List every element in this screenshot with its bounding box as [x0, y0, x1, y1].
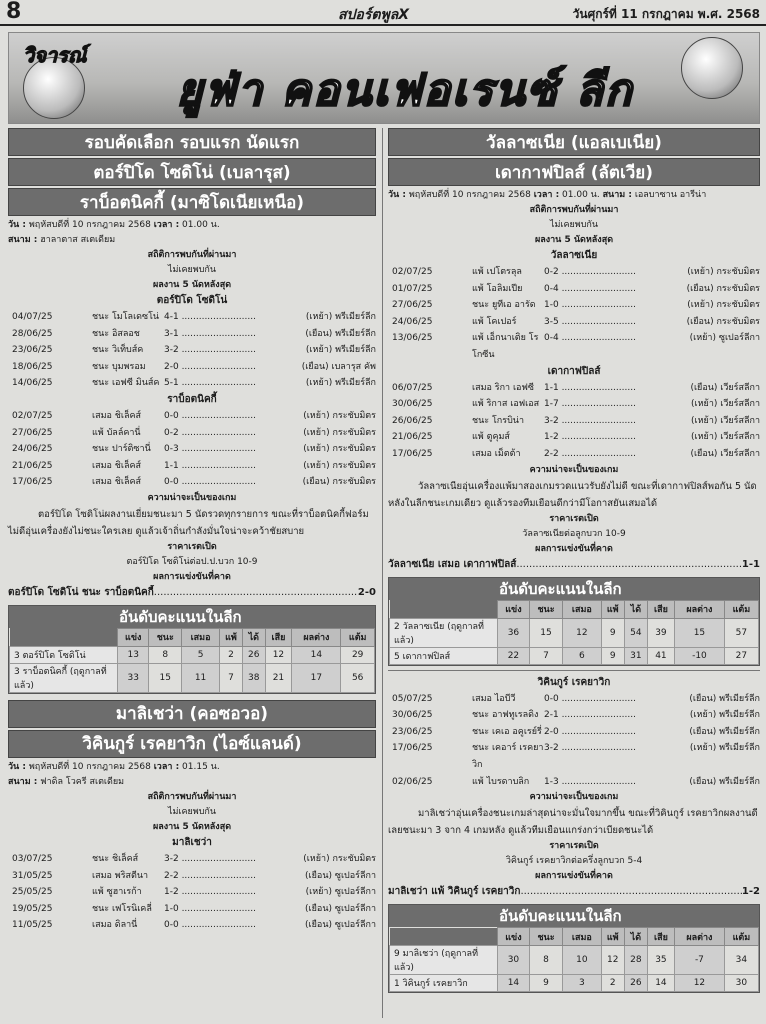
result-venue-competition: (เหย้า) ซูเปอร์ลีกา [305, 887, 376, 898]
result-score: 2-0 ..... [164, 359, 256, 376]
standings-cell: 10 [563, 946, 601, 975]
standings-cell: 12 [563, 618, 601, 647]
standings-row [390, 647, 759, 664]
result-date: 28/06/25 [12, 328, 53, 339]
standings-cell: 41 [647, 647, 674, 664]
standings-cell: 5 [182, 646, 220, 663]
standings-cell: 8 [529, 946, 562, 975]
result-opponent: แพ้ ซูฮาเรก้า [92, 887, 142, 898]
result-opponent: ชนะ วิเท็บส์ค [92, 345, 144, 356]
result-venue-competition: (เหย้า) พรีเมียร์ลีก [305, 345, 376, 356]
standings-cell: 56 [341, 663, 375, 692]
result-venue-competition: (เยือน) เบลารุส คัพ [301, 361, 376, 372]
standings-title: อันดับคะแนนในลีก [9, 606, 375, 628]
away-team-heading: ราบ็อตนิคกี้ (มาซิโดเนียเหนือ) [8, 188, 376, 216]
result-opponent: เสมอ ชิเล็คส์ [92, 410, 141, 421]
result-opponent: เสมอ พริสตีนา [92, 870, 149, 881]
result-date: 23/06/25 [12, 345, 53, 356]
result-score: 3-2 ..... [164, 851, 256, 868]
standings-col-header: แพ้ [219, 628, 242, 646]
away-form-list [388, 691, 760, 791]
standings-cell: -7 [675, 946, 725, 975]
result-score: 0-2 ..... [544, 264, 636, 281]
h2h-title: สถิติการพบกันที่ผ่านมา [147, 250, 237, 260]
result-score: 1-2 ..... [164, 884, 256, 901]
standings-row [390, 946, 759, 975]
standings-cell: 17 [292, 663, 341, 692]
standings-box [8, 605, 376, 694]
result-date: 17/06/25 [392, 743, 433, 754]
standings-col-header: เสมอ [182, 628, 220, 646]
result-date: 30/06/25 [392, 710, 433, 721]
result-score: 2-1 ..... [544, 707, 636, 724]
standings-row [390, 618, 759, 647]
standings-table [389, 927, 759, 992]
match-info: วัน : พฤหัสบดีที่ 10 กรกฎาคม 2568 เวลา : 01.00 น. สนาม : ฮาลาตาส สเตเดียม [8, 220, 220, 245]
result-score: 3-5 ..... [544, 314, 636, 331]
analysis-text: วัลลาซเนียอุ่นเครื่องแพ้มาสองเกมรวดแนวรับยังไม่ดี ขณะที่เดากาฟปิลส์พอกัน 5 นัดหลังในลีกชนะเกมเดียว ดูแล้วรองทีมเยือนดีกว่ามีโอกาสยันเสมอได้ [388, 480, 757, 509]
standings-cell: -10 [675, 647, 725, 664]
prediction: วัลลาซเนีย เสมอ เดากาฟปิลส์ ..... 1-1 [388, 557, 760, 573]
result-opponent: ชนะ เคอาร์ เรคยาวิก [472, 743, 544, 770]
result-opponent: เสมอ ชิเล็คส์ [92, 477, 141, 488]
result-venue-competition: (เหย้า) พรีเมียร์ลีก [689, 710, 760, 721]
standings-col-header: แพ้ [601, 928, 624, 946]
standings-cell: 13 [118, 646, 149, 663]
prediction: มาลิเชว่า แพ้ วิคินกูร์ เรคยาวิก ..... 1-2 [388, 884, 760, 900]
standings-col-header: แต้ม [724, 928, 758, 946]
result-venue-competition: (เหย้า) กระชับมิตร [303, 853, 376, 864]
standings-col-header: แข่ง [498, 600, 530, 618]
home-form-title: มาลิเชว่า [172, 836, 212, 848]
result-date: 03/07/25 [12, 853, 53, 864]
result-opponent: ชนะ เคเอ อคูเรย์รี่ [472, 726, 542, 737]
standings-cell: 35 [647, 946, 674, 975]
standings-cell: 31 [624, 647, 647, 664]
standings-row [10, 663, 375, 692]
result-date: 21/06/25 [12, 460, 53, 471]
home-form-title: วัลลาซเนีย [550, 250, 598, 261]
result-score: 0-2 ..... [164, 425, 256, 442]
round-heading: รอบคัดเลือก รอบแรก นัดแรก [8, 128, 376, 156]
away-team-heading: วิคินกูร์ เรคยาวิก (ไอซ์แลนด์) [8, 730, 376, 758]
odds-text: วิคินกูร์ เรคยาวิกต่อครึ่งลูกบวก 5-4 [505, 856, 643, 867]
standings-cell: 39 [647, 618, 674, 647]
standings-cell: 26 [624, 975, 647, 992]
result-score: 0-3 ..... [164, 441, 256, 458]
h2h-title: สถิติการพบกันที่ผ่านมา [529, 205, 619, 215]
standings-cell: 7 [529, 647, 562, 664]
away-form-title: เดากาฟปิลส์ [547, 365, 601, 377]
result-venue-competition: (เหย้า) กระชับมิตร [303, 427, 376, 438]
result-date: 27/06/25 [12, 427, 53, 438]
standings-cell: 28 [624, 946, 647, 975]
result-date: 23/06/25 [392, 726, 433, 737]
result-venue-competition: (เยือน) ซูเปอร์ลีกา [305, 920, 376, 931]
result-score: 0-0 ..... [164, 474, 256, 491]
home-team-heading: วัลลาซเนีย (แอลเบเนีย) [388, 128, 760, 156]
analysis-title: ความน่าจะเป็นของเกม [529, 464, 619, 475]
result-score: 0-0 ..... [164, 917, 256, 934]
standings-col-header: ผลต่าง [675, 600, 725, 618]
home-team-heading: มาลิเชว่า (คอซอวอ) [8, 700, 376, 728]
standings-col-header: ได้ [624, 600, 647, 618]
banner-tag: วิจารณ์ [23, 43, 87, 67]
standings-col-header: เสมอ [563, 600, 601, 618]
home-form-list [8, 851, 376, 934]
result-venue-competition: (เหย้า) ซูเปอร์ลีกา [689, 333, 760, 344]
result-score: 3-2 ..... [544, 413, 636, 430]
h2h-text: ไม่เคยพบกัน [167, 806, 217, 817]
result-venue-competition: (เหย้า) กระชับมิตร [687, 300, 760, 311]
analysis-text: มาลิเชว่าอุ่นเครื่องชนะเกมล่าสุดน่าจะมั่นใจมากขึ้น ขณะที่วิคินกูร์ เรคยาวิกผลงานดีเลยชนะมา 3 จาก 4 เกมหลัง ดูแล้วทีมเยือนแกร่งกว่าเบียดชนะได้ [388, 808, 758, 837]
page-header [0, 0, 766, 26]
standings-team: 3 ตอร์ปิโด โซดิโน่ [10, 646, 118, 663]
result-score: 1-7 ..... [544, 396, 636, 413]
odds-title: ราคาเรตเปิด [167, 541, 217, 552]
standings-table [9, 628, 375, 693]
result-venue-competition: (เหย้า) พรีเมียร์ลีก [305, 378, 376, 389]
analysis-title: ความน่าจะเป็นของเกม [147, 492, 237, 503]
standings-cell: 12 [601, 946, 624, 975]
standings-cell: 15 [675, 618, 725, 647]
away-form-list [8, 408, 376, 491]
result-venue-competition: (เหย้า) เวียร์สลีกา [691, 399, 760, 410]
section-banner [8, 32, 760, 124]
prediction-title: ผลการแข่งขันที่คาด [153, 571, 231, 582]
prediction-title: ผลการแข่งขันที่คาด [535, 543, 613, 554]
result-date: 18/06/25 [12, 361, 53, 372]
result-opponent: แพ้ ตูคุมส์ [472, 432, 510, 443]
result-score: 2-2 ..... [164, 868, 256, 885]
result-date: 27/06/25 [392, 300, 433, 311]
standings-box [388, 904, 760, 993]
result-venue-competition: (เหย้า) พรีเมียร์ลีก [689, 743, 760, 754]
result-opponent: เสมอ ไอบีวี [472, 693, 516, 704]
standings-box [388, 577, 760, 666]
result-date: 24/06/25 [392, 316, 433, 327]
result-opponent: ชนะ โมโลเดซโน่ [92, 312, 160, 322]
standings-team: 1 วิคินกูร์ เรคยาวิก [390, 975, 498, 992]
standings-cell: 2 [601, 975, 624, 992]
result-venue-competition: (เหย้า) กระชับมิตร [687, 267, 760, 277]
result-score: 3-1 ..... [164, 326, 256, 343]
away-form-title: วิคินกูร์ เรคยาวิก [537, 676, 611, 688]
result-opponent: เสมอ เม็ตต้า [472, 448, 521, 459]
result-score: 1-1 ..... [164, 458, 256, 475]
standings-title: อันดับคะแนนในลีก [389, 578, 759, 600]
result-opponent: แพ้ เปโตรลุล [472, 267, 522, 277]
standings-col-header: แข่ง [118, 628, 149, 646]
result-date: 02/07/25 [392, 267, 433, 277]
result-opponent: ชนะ โกรบิน่า [472, 415, 524, 426]
standings-col-header: เสีย [647, 600, 674, 618]
standings-table [389, 600, 759, 665]
result-venue-competition: (เยือน) พรีเมียร์ลีก [689, 693, 760, 704]
result-opponent: เสมอ ดิลานี่ [92, 920, 138, 931]
standings-cell: 57 [724, 618, 758, 647]
issue-date: วันศุกร์ที่ 11 กรกฎาคม พ.ศ. 2568 [572, 7, 760, 21]
result-venue-competition: (เยือน) ซูเปอร์ลีกา [305, 870, 376, 881]
result-score: 1-0 ..... [544, 297, 636, 314]
result-venue-competition: (เยือน) เวียร์สลีกา [690, 382, 760, 393]
standings-col-header: ได้ [624, 928, 647, 946]
standings-cell: 11 [182, 663, 220, 692]
result-venue-competition: (เหย้า) กระชับมิตร [303, 410, 376, 421]
result-venue-competition: (เยือน) ซูเปอร์ลีกา [305, 903, 376, 914]
result-opponent: แพ้ ริกาส เอฟเอส [472, 399, 540, 410]
result-score: 2-2 ..... [544, 446, 636, 463]
result-date: 21/06/25 [392, 432, 433, 443]
standings-team: 5 เดากาฟปิลส์ [390, 647, 498, 664]
result-score: 3-2 ..... [544, 740, 636, 773]
result-opponent: ชนะ ปาร์ติซานี่ [92, 444, 151, 455]
standings-cell: 12 [265, 646, 292, 663]
standings-cell: 6 [563, 647, 601, 664]
result-date: 05/07/25 [392, 693, 433, 704]
result-date: 19/05/25 [12, 903, 53, 914]
result-venue-competition: (เยือน) พรีเมียร์ลีก [689, 776, 760, 787]
home-team-heading: ตอร์ปิโด โซดิโน่ (เบลารุส) [8, 158, 376, 186]
result-score: 1-3 ..... [544, 774, 636, 791]
match-info: วัน : พฤหัสบดีที่ 10 กรกฎาคม 2568 เวลา : 01.15 น. สนาม : ฟาดิล โวครี สเตเดียม [8, 761, 220, 787]
standings-team: 2 วัลลาซเนีย (ฤดูกาลที่แล้ว) [390, 618, 498, 647]
result-venue-competition: (เหย้า) กระชับมิตร [303, 460, 376, 471]
standings-cell: 3 [563, 975, 601, 992]
result-score: 0-0 ..... [544, 691, 636, 708]
page-number: 8 [6, 0, 22, 24]
standings-cell: 7 [219, 663, 242, 692]
result-score: 1-2 ..... [544, 429, 636, 446]
publication-logo: สปอร์ตพูลX [338, 7, 410, 23]
standings-col-header: ได้ [243, 628, 266, 646]
result-opponent: ชนะ ชิเล็คส์ [92, 853, 139, 864]
standings-cell: 14 [292, 646, 341, 663]
result-date: 17/06/25 [392, 448, 433, 459]
right-column [388, 128, 760, 993]
standings-col-header: ผลต่าง [292, 628, 341, 646]
standings-cell: 30 [724, 975, 758, 992]
standings-col-header: เสีย [265, 628, 292, 646]
standings-cell: 14 [498, 975, 530, 992]
match-info: วัน : พฤหัสบดีที่ 10 กรกฎาคม 2568 เวลา : 01.00 น. สนาม : เอลบาซาน อารีน่า [388, 190, 707, 200]
result-date: 13/06/25 [392, 333, 433, 344]
standings-col-header: ชนะ [529, 928, 562, 946]
form-title: ผลงาน 5 นัดหลังสุด [152, 280, 232, 290]
result-opponent: แพ้ ไบรดาบลิก [472, 776, 530, 787]
standings-cell: 34 [724, 946, 758, 975]
home-form-list [8, 309, 376, 392]
result-opponent: แพ้ โคเปอร์ [472, 316, 517, 327]
left-column [8, 128, 376, 934]
result-opponent: แพ้ เอ็กนาเติย โรโกซีน [472, 333, 539, 360]
standings-cell: 21 [265, 663, 292, 692]
result-opponent: เสมอ ชิเล็คส์ [92, 460, 141, 471]
result-date: 24/06/25 [12, 444, 53, 455]
result-date: 25/05/25 [12, 887, 53, 898]
result-venue-competition: (เยือน) กระชับมิตร [302, 477, 376, 488]
away-form-list [388, 380, 760, 463]
standings-col-header: แพ้ [601, 600, 624, 618]
result-score: 5-1 ..... [164, 375, 256, 392]
standings-row [10, 646, 375, 663]
standings-cell: 9 [601, 647, 624, 664]
result-venue-competition: (เยือน) กระชับมิตร [686, 283, 760, 294]
result-venue-competition: (เยือน) พรีเมียร์ลีก [689, 726, 760, 737]
result-date: 17/06/25 [12, 477, 53, 488]
standings-col-header: แข่ง [498, 928, 530, 946]
result-score: 0-4 ..... [544, 281, 636, 298]
home-form-title: ตอร์ปิโด โซดิโน่ [156, 295, 228, 306]
result-date: 26/06/25 [392, 415, 433, 426]
result-venue-competition: (เหย้า) เวียร์สลีกา [691, 432, 760, 443]
standings-cell: 30 [498, 946, 530, 975]
result-venue-competition: (เหย้า) เวียร์สลีกา [691, 415, 760, 426]
result-venue-competition: (เยือน) กระชับมิตร [686, 316, 760, 327]
result-date: 01/07/25 [392, 283, 433, 294]
result-date: 11/05/25 [12, 920, 53, 931]
odds-title: ราคาเรตเปิด [549, 841, 599, 852]
prediction: ตอร์ปิโด โซดิโน่ ชนะ ราบ็อตนิคกี้ ..... 2-0 [8, 585, 376, 601]
result-opponent: ชนะ อาฟทูเรลดิง [472, 710, 539, 721]
standings-cell: 9 [529, 975, 562, 992]
standings-col-header: ชนะ [529, 600, 562, 618]
h2h-text: ไม่เคยพบกัน [167, 265, 217, 275]
analysis-text: ตอร์ปิโด โซดิโน่ผลงานเยี่ยมชนะมา 5 นัดรวดทุกรายการ ขณะที่ราบ็อตนิคกี้ฟอร์มไม่ดีอุ่นเครื่องยังไม่ชนะใครเลย ดูแล้วเจ้าถิ่นกำลังมั่นใจน่าจะคว้าชัยสบาย [8, 508, 369, 537]
away-team-heading: เดากาฟปิลส์ (ลัตเวีย) [388, 158, 760, 186]
standings-cell: 2 [219, 646, 242, 663]
result-date: 04/07/25 [12, 312, 53, 322]
banner-title: ยูฟ่า คอนเฟอเรนซ์ ลีก [176, 65, 634, 116]
home-form-list [388, 264, 760, 364]
result-date: 31/05/25 [12, 870, 53, 881]
h2h-title: สถิติการพบกันที่ผ่านมา [147, 791, 237, 802]
standings-cell: 15 [149, 663, 182, 692]
standings-team: 3 ราบ็อตนิคกี้ (ฤดูกาลที่แล้ว) [10, 663, 118, 692]
result-date: 02/07/25 [12, 410, 53, 421]
result-date: 06/07/25 [392, 382, 433, 393]
odds-text: วัลลาซเนียต่อลูกบวก 10-9 [522, 528, 626, 539]
standings-cell: 14 [647, 975, 674, 992]
result-date: 14/06/25 [12, 378, 53, 389]
result-score: 0-4 ..... [544, 330, 636, 363]
standings-team: 9 มาลิเชว่า (ฤดูกาลที่แล้ว) [390, 946, 498, 975]
analysis-title: ความน่าจะเป็นของเกม [529, 792, 619, 803]
standings-cell: 38 [243, 663, 266, 692]
result-score: 3-2 ..... [164, 342, 256, 359]
standings-cell: 36 [498, 618, 530, 647]
result-opponent: ชนะ เฟโรนิเคลี่ [92, 903, 152, 914]
standings-cell: 12 [675, 975, 725, 992]
result-opponent: ชนะ ยูทีเอ อารัด [472, 300, 536, 311]
standings-cell: 15 [529, 618, 562, 647]
result-date: 30/06/25 [392, 399, 433, 410]
standings-cell: 9 [601, 618, 624, 647]
odds-text: ตอร์ปิโด โซดิโน่ต่อป.ป.บวก 10-9 [126, 556, 258, 567]
result-venue-competition: (เหย้า) กระชับมิตร [303, 444, 376, 455]
form-title: ผลงาน 5 นัดหลังสุด [534, 235, 614, 245]
standings-col-header: ชนะ [149, 628, 182, 646]
standings-cell: 26 [243, 646, 266, 663]
result-score: 2-0 ..... [544, 724, 636, 741]
result-opponent: ชนะ เอฟซี มินส์ค [92, 378, 160, 389]
standings-cell: 33 [118, 663, 149, 692]
result-opponent: แพ้ โอลิมเปีย [472, 283, 523, 294]
result-venue-competition: (เหย้า) พรีเมียร์ลีก [305, 312, 376, 322]
form-title: ผลงาน 5 นัดหลังสุด [152, 821, 232, 832]
standings-cell: 29 [341, 646, 375, 663]
result-date: 02/06/25 [392, 776, 433, 787]
result-score: 0-0 ..... [164, 408, 256, 425]
away-form-title: ราบ็อตนิคกี้ [167, 393, 217, 405]
standings-title: อันดับคะแนนในลีก [389, 905, 759, 927]
standings-col-header: เสมอ [563, 928, 601, 946]
result-score: 1-0 ..... [164, 901, 256, 918]
result-score: 1-1 ..... [544, 380, 636, 397]
result-opponent: แพ้ บัลล์คานี่ [92, 427, 141, 438]
odds-title: ราคาเรตเปิด [549, 513, 599, 524]
standings-col-header: ผลต่าง [675, 928, 725, 946]
result-score: 4-1 ..... [164, 309, 256, 326]
standings-cell: 27 [724, 647, 758, 664]
standings-cell: 8 [149, 646, 182, 663]
standings-col-header: เสีย [647, 928, 674, 946]
standings-cell: 22 [498, 647, 530, 664]
result-opponent: เสมอ ริกา เอฟซี [472, 382, 534, 393]
prediction-title: ผลการแข่งขันที่คาด [535, 871, 613, 882]
result-opponent: ชนะ อิสลอช [92, 328, 140, 339]
result-venue-competition: (เยือน) เวียร์สลีกา [690, 448, 760, 459]
column-divider [382, 128, 383, 1018]
standings-row [390, 975, 759, 992]
h2h-text: ไม่เคยพบกัน [549, 220, 599, 230]
standings-col-header: แต้ม [341, 628, 375, 646]
result-venue-competition: (เยือน) พรีเมียร์ลีก [305, 328, 376, 339]
standings-col-header: แต้ม [724, 600, 758, 618]
divider [388, 670, 760, 671]
result-opponent: ชนะ บุมพรอม [92, 361, 146, 372]
standings-cell: 54 [624, 618, 647, 647]
